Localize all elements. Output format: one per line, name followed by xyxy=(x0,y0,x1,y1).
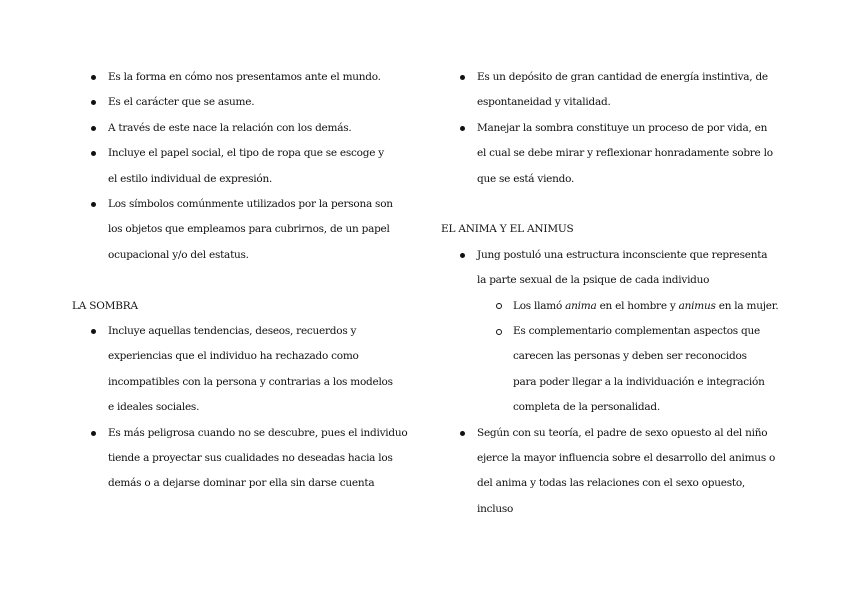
right-column xyxy=(441,65,786,522)
list-item: Es más peligrosa cuando no se descubre, pues el individuo tiende a proyectar sus cualidades no deseadas hacia los demás o a dejarse dominar por ella sin darse cuenta xyxy=(72,421,408,497)
sombra-heading: LA SOMBRA xyxy=(72,299,138,312)
list-item xyxy=(441,243,777,421)
anima-term: anima xyxy=(565,299,597,312)
sub-list-item: Es complementario complementan aspectos que carecen las personas y deben ser reconocidos para poder llegar a la individuación e integración completa de la personalidad. xyxy=(477,319,773,421)
list-item: Según con su teoría, el padre de sexo opuesto al del niño ejerce la mayor influencia sobre el desarrollo del animus o del anima y todas las relaciones con el sexo opuesto, incluso xyxy=(441,421,782,523)
jung-text: Jung postuló una estructura inconsciente que representa la parte sexual de la psique de cada individuo xyxy=(477,248,768,287)
sub-text: en el hombre y xyxy=(596,299,679,312)
anima-animus-heading: EL ANIMA Y EL ANIMUS xyxy=(441,223,574,236)
list-item: A través de este nace la relación con los demás. xyxy=(72,116,412,141)
list-item: Incluye aquellas tendencias, deseos, recuerdos y experiencias que el individuo ha rechazado como incompatibles con la persona y contrarias a los modelos e ideales sociales. xyxy=(72,319,398,421)
sub-text: en la mujer. xyxy=(715,299,779,312)
list-item: Manejar la sombra constituye un proceso de por vida, en el cual se debe mirar y reflexionar honradamente sobre lo que se está viendo. xyxy=(441,116,777,192)
anima-sublist xyxy=(477,294,777,421)
left-column xyxy=(72,65,412,497)
sombra-continued-list xyxy=(441,65,786,192)
sub-text: Los llamó xyxy=(513,299,566,312)
spacer xyxy=(72,268,412,293)
list-item: Es el carácter que se asume. xyxy=(72,90,412,115)
list-item: Los símbolos comúnmente utilizados por la persona son los objetos que empleamos para cubrirnos, de un papel ocupacional y/o del estatus. xyxy=(72,192,408,268)
persona-list xyxy=(72,65,412,268)
list-item: Es la forma en cómo nos presentamos ante el mundo. xyxy=(72,65,412,90)
spacer xyxy=(441,192,786,217)
sombra-list xyxy=(72,319,412,497)
anima-list xyxy=(441,243,786,522)
animus-term: animus xyxy=(678,299,716,312)
list-item: Incluye el papel social, el tipo de ropa que se escoge y el estilo individual de expresión. xyxy=(72,141,393,192)
sub-list-item xyxy=(477,294,783,319)
list-item: Es un depósito de gran cantidad de energía instintiva, de espontaneidad y vitalidad. xyxy=(441,65,777,116)
